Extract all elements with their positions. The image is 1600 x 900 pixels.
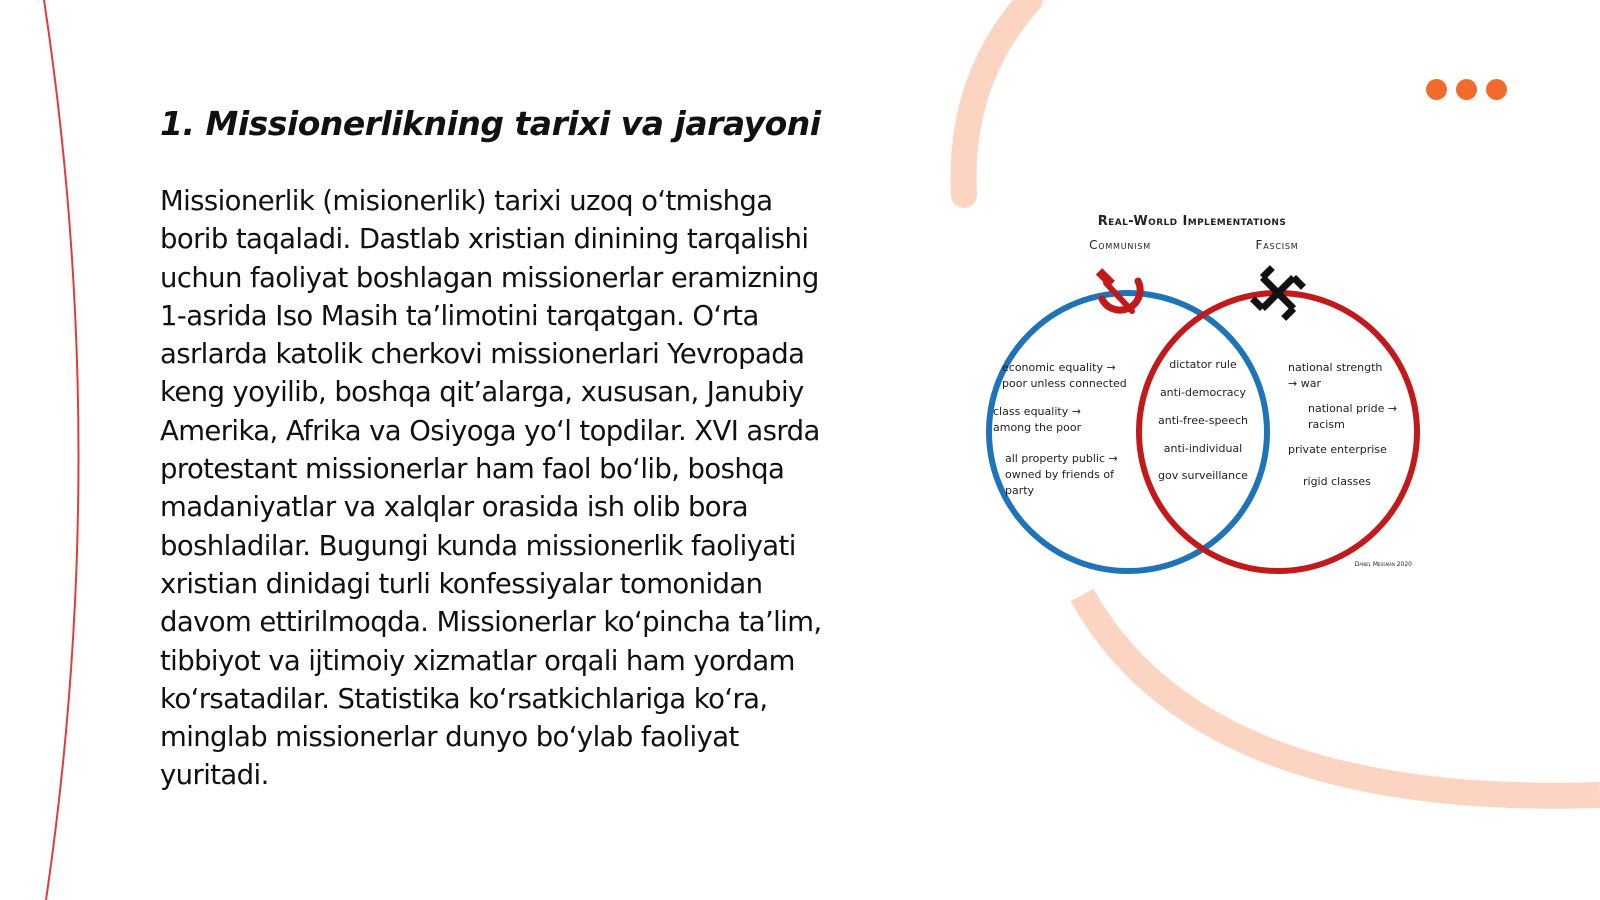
figure-title: Real-World Implementations [1097, 214, 1287, 229]
shared-item: anti-democracy [1159, 386, 1247, 399]
fascism-item: private enterprise [1288, 443, 1387, 456]
venn-diagram-image [960, 195, 1440, 595]
communism-items [993, 361, 1127, 497]
fascism-item: national pride → racism [1308, 402, 1398, 431]
left-accent-line [44, 0, 79, 900]
slide-title: 1. Missionerlikning tarixi va jarayoni [160, 104, 821, 143]
slide-body-text: Missionerlik (misionerlik) tarixi uzoq o‘tmishga borib taqaladi. Dastlab xristian dinining tarqalishi uchun faoliyat boshlagan missionerlar eramizning 1-asrida Iso Masih ta’limotini tarqatgan. O‘rta asrlarda katolik cherkovi missionerlari Yevropada keng yoyilib, boshqa qit’alarga, xususan, Janubiy Amerika, Afrika va Osiyoga yo‘l topdilar. XVI asrda protestant missionerlar ham faol bo‘lib, boshqa madaniyatlar va xalqlar orasida ish olib bora boshladilar. Bugungi kunda missionerlik faoliyati xristian dinidagi turli konfessiyalar tomonidan davom ettirilmoqda. Missionerlar ko‘pincha ta’lim, tibbiyot va ijtimoiy xizmatlar orqali ham yordam ko‘rsatadilar. Statistika ko‘rsatkichlariga ko‘ra, minglab missionerlar dunyo bo‘ylab faoliyat yuritadi. [160, 185, 822, 792]
communism-item: all property public → owned by friends of party [1005, 452, 1118, 497]
fascism-item: national strength → war [1288, 361, 1383, 390]
fascism-label: Fascism [1255, 238, 1299, 252]
decor-dot [1426, 79, 1447, 100]
decor-dot [1456, 79, 1477, 100]
fascism-circle [1139, 293, 1417, 571]
communism-label: Communism [1089, 238, 1151, 252]
shared-item: anti-individual [1163, 442, 1243, 455]
figure-credit: Daniel Messman 2020 [1354, 561, 1412, 568]
decor-dot [1486, 79, 1507, 100]
shared-items [1158, 358, 1248, 482]
top-decor-arc [964, 0, 1030, 195]
shared-item: gov surveillance [1158, 469, 1248, 482]
hammer-sickle-icon [1096, 268, 1140, 311]
communism-item: economic equality → poor unless connected [1002, 361, 1127, 390]
shared-item: dictator rule [1169, 358, 1237, 371]
shared-item: anti-free-speech [1158, 414, 1248, 427]
decor-dots [1426, 79, 1507, 101]
fascism-item: rigid classes [1303, 475, 1371, 488]
fascism-items [1288, 361, 1397, 488]
communism-item: class equality → among the poor [993, 405, 1082, 434]
bottom-decor-arc [1082, 595, 1600, 796]
